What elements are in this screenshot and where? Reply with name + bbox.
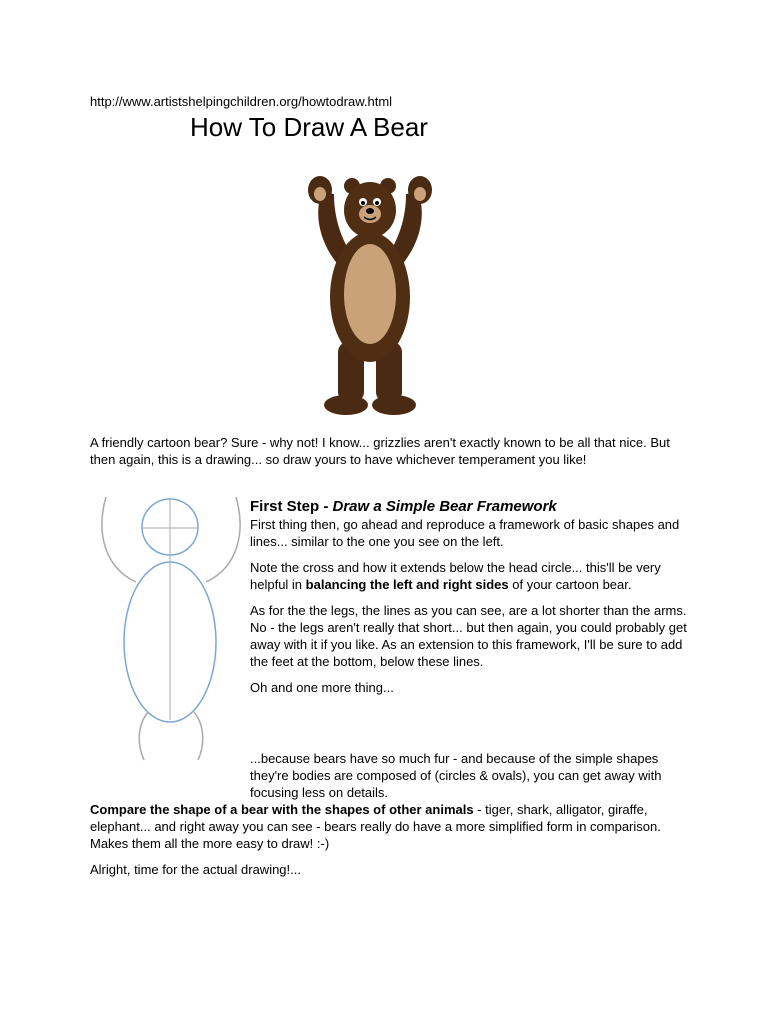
step-paragraph-5: ...because bears have so much fur - and because of the simple shapes they're bodies are composed of (circles & ovals), you can get away with focusing less on details. [250, 751, 662, 800]
step-paragraph-1: First thing then, go ahead and reproduce a framework of basic shapes and lines... similar to the one you see on the left. [250, 517, 680, 549]
continued-section [90, 751, 680, 887]
step-paragraph-2: Note the cross and how it extends below the head circle... this'll be very helpful in balancing the left and right sides of your cartoon bear. [250, 560, 661, 592]
step-paragraph-5-continued: Compare the shape of a bear with the shapes of other animals - tiger, shark, alligator, giraffe, elephant... and right away you can see - bears really do have a more simplified form in comparison. Makes them all the more easy to draw! :-) [90, 802, 661, 851]
intro-paragraph: A friendly cartoon bear? Sure - why not! I know... grizzlies aren't exactly known to be all that nice. But then again, this is a drawing... so draw yours to have whichever temperament you like! [90, 435, 670, 467]
bear-framework-diagram [96, 492, 246, 762]
source-url[interactable]: http://www.artistshelpingchildren.org/howtodraw.html [90, 94, 393, 109]
first-step-section [250, 498, 690, 705]
page-title: How To Draw A Bear [190, 112, 428, 142]
step-paragraph-3: As for the the legs, the lines as you can see, are a lot shorter than the arms. No - the legs aren't really that short... but then again, you could probably get away with it if you like. As an extension to this framework, I'll be sure to add the feet at the bottom, below these lines. [250, 603, 687, 669]
step-paragraph-6: Alright, time for the actual drawing!... [90, 862, 301, 877]
cartoon-bear-image [300, 172, 440, 420]
step-heading: First Step - Draw a Simple Bear Framework [250, 498, 557, 515]
step-paragraph-4: Oh and one more thing... [250, 680, 394, 695]
